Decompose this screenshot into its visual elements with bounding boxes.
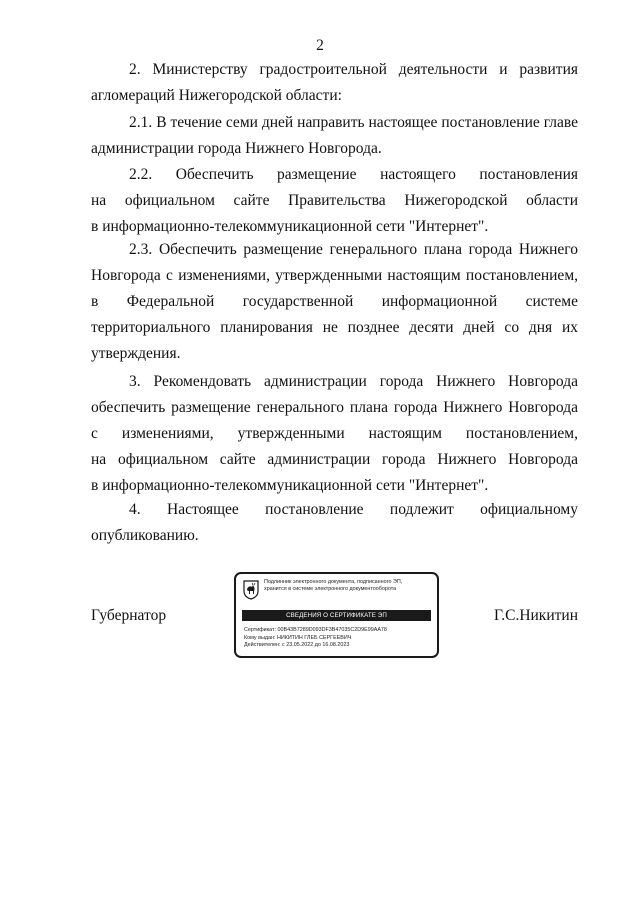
paragraph-2 [91, 57, 578, 109]
signatory-title: Губернатор [91, 607, 167, 624]
page-number: 2 [316, 37, 324, 54]
paragraph-line: территориального планирования не позднее десяти дней со дня их [91, 319, 578, 336]
paragraph-line: утверждения. [91, 345, 181, 362]
valid-label: Действителен: [244, 642, 281, 649]
certificate-row [244, 627, 434, 635]
certificate-label: Сертификат: [244, 627, 277, 633]
paragraph-line: 2.1. В течение семи дней направить настоящее постановление главе [129, 114, 578, 131]
paragraph-line: администрации города Нижнего Новгорода. [91, 140, 382, 157]
paragraph-4 [91, 497, 578, 549]
issued-to-label: Кому выдан: [244, 634, 276, 641]
coat-of-arms-icon [243, 580, 259, 600]
certificate-value: 00B43B7289D093DF3B47035C2D9E99AA78 [277, 627, 387, 633]
certificate-details [244, 627, 434, 650]
paragraph-line: 4. Настоящее постановление подлежит официальному [129, 501, 578, 518]
stamp-header-line: Подлинник электронного документа, подписанного ЭП, [264, 579, 403, 585]
paragraph-line: на официальном сайте администрации города Нижнего Новгорода [91, 451, 578, 468]
paragraph-line: в Федеральной государственной информационной системе [91, 293, 578, 310]
stamp-header [264, 579, 436, 593]
paragraph-line: опубликованию. [91, 527, 199, 544]
paragraph-line: Новгорода с изменениями, утвержденными настоящим постановлением, [91, 267, 578, 284]
stamp-header-line: хранится в системе электронного документооборота [264, 586, 397, 592]
paragraph-line: агломераций Нижегородской области: [91, 87, 342, 104]
paragraph-2-3 [91, 237, 578, 367]
paragraph-line: на официальном сайте Правительства Нижегородской области [91, 192, 578, 209]
signatory-name: Г.С.Никитин [494, 607, 578, 624]
paragraph-line: в информационно-телекоммуникационной сети "Интернет". [91, 218, 489, 235]
paragraph-line: с изменениями, утвержденными настоящим постановлением, [91, 425, 578, 442]
paragraph-3 [91, 369, 578, 499]
paragraph-line: 2. Министерству градостроительной деятельности и развития [129, 61, 578, 78]
stamp-banner: СВЕДЕНИЯ О СЕРТИФИКАТЕ ЭП [242, 610, 431, 621]
paragraph-2-2 [91, 162, 578, 240]
paragraph-line: в информационно-телекоммуникационной сети "Интернет". [91, 477, 489, 494]
paragraph-line: 3. Рекомендовать администрации города Нижнего Новгорода [129, 373, 578, 390]
paragraph-line: обеспечить размещение генерального плана города Нижнего Новгорода [91, 399, 578, 416]
issued-to-value: НИКИТИН ГЛЕБ СЕРГЕЕВИЧ [276, 634, 352, 641]
paragraph-line: 2.3. Обеспечить размещение генерального плана города Нижнего [129, 241, 578, 258]
paragraph-line: 2.2. Обеспечить размещение настоящего постановления [129, 166, 578, 183]
valid-row [244, 642, 434, 650]
valid-value: с 23.05.2022 до 16.08.2023 [282, 642, 350, 649]
electronic-signature-stamp [234, 572, 439, 658]
paragraph-2-1 [91, 110, 578, 162]
